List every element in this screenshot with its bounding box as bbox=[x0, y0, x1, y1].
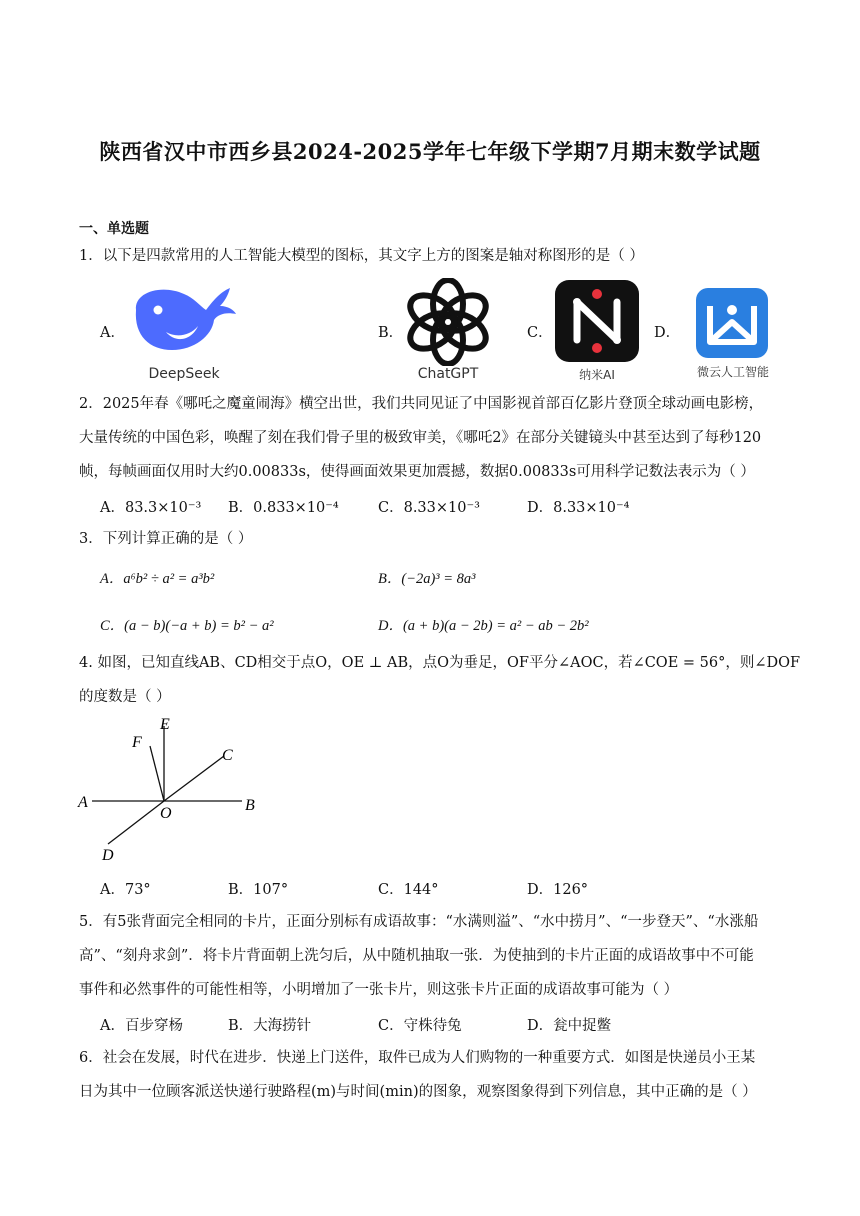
q4-option-d: D．126° bbox=[527, 882, 589, 898]
label-a: A bbox=[78, 794, 88, 811]
q3-option-d: D．(a + b)(a − 2b) = a² − ab − 2b² bbox=[378, 618, 589, 634]
page-title: 陕西省汉中市西乡县2024-2025学年七年级下学期7月期末数学试题 bbox=[99, 139, 761, 164]
q2-line-1: 2．2025年春《哪吒之魔童闹海》横空出世，我们共同见证了中国影视首部百亿影片登顶全球动画电影榜， bbox=[79, 396, 764, 412]
q5-option-d: D．瓮中捉鳖 bbox=[527, 1018, 612, 1034]
q2-line-2: 大量传统的中国色彩，唤醒了刻在我们骨子里的极致审美，《哪吒2》在部分关键镜头中甚至达到了每秒120 bbox=[79, 430, 762, 446]
q1-option-d: D． bbox=[654, 325, 681, 341]
q5-line-2: 高”、“刻舟求剑”．将卡片背面朝上洗匀后，从中随机抽取一张．为使抽到的卡片正面的成语故事中不可能 bbox=[79, 948, 754, 964]
q2-line-3: 帧，每帧画面仅用时大约0.00833s，使得画面效果更加震撼，数据0.00833s可用科学记数法表示为（ ） bbox=[79, 464, 755, 480]
label-d: D bbox=[102, 847, 114, 864]
q1-logo-label-chatgpt: ChatGPT bbox=[417, 366, 479, 382]
ray-oc bbox=[164, 756, 224, 801]
q4-option-c: C．144° bbox=[378, 882, 439, 898]
q2-option-b: B．0.833×10⁻⁴ bbox=[228, 500, 339, 516]
label-b: B bbox=[245, 797, 255, 814]
geometry-figure bbox=[70, 712, 270, 864]
q4-option-a: A．73° bbox=[100, 882, 151, 898]
q3-option-a: A．a⁶b² ÷ a² = a³b² bbox=[100, 571, 215, 587]
label-o: O bbox=[160, 805, 172, 822]
q1-option-b: B． bbox=[378, 325, 404, 341]
q5-option-c: C．守株待兔 bbox=[378, 1018, 462, 1034]
q6-line-1: 6．社会在发展，时代在进步．快递上门送件，取件已成为人们购物的一种重要方式．如图是快递员小王某 bbox=[79, 1050, 756, 1066]
label-c: C bbox=[222, 747, 233, 764]
q5-option-a: A．百步穿杨 bbox=[100, 1018, 183, 1034]
q4-line-1: 4. 如图，已知直线AB、CD相交于点O，OE ⊥ AB，点O为垂足，OF平分∠AOC，若∠COE = 56°，则∠DOF bbox=[79, 655, 801, 671]
q1-logo-label-weiyun: 微云人工智能 bbox=[696, 365, 769, 379]
chatgpt-knot-icon bbox=[402, 278, 494, 366]
ray-od bbox=[108, 801, 164, 844]
label-e: E bbox=[160, 716, 170, 733]
q6-line-2: 日为其中一位顾客派送快递行驶路程(m)与时间(min)的图象，观察图象得到下列信息，其中正确的是（ ） bbox=[79, 1084, 757, 1100]
label-f: F bbox=[132, 734, 142, 751]
q1-option-c: C． bbox=[527, 325, 553, 341]
nami-ai-icon bbox=[555, 280, 639, 362]
q4-line-2: 的度数是（ ） bbox=[79, 689, 171, 705]
q2-option-c: C．8.33×10⁻³ bbox=[378, 500, 480, 516]
q3-stem: 3．下列计算正确的是（ ） bbox=[79, 531, 253, 547]
q1-logo-label-deepseek: DeepSeek bbox=[148, 366, 220, 382]
section-heading: 一、单选题 bbox=[79, 221, 149, 237]
q2-option-d: D．8.33×10⁻⁴ bbox=[527, 500, 630, 516]
q1-option-a: A． bbox=[100, 325, 125, 341]
q3-option-b: B．(−2a)³ = 8a³ bbox=[378, 571, 476, 587]
ray-of bbox=[150, 746, 164, 801]
weiyun-icon bbox=[696, 288, 768, 358]
q4-option-b: B．107° bbox=[228, 882, 289, 898]
q5-option-b: B．大海捞针 bbox=[228, 1018, 312, 1034]
q5-line-3: 事件和必然事件的可能性相等，小明增加了一张卡片，则这张卡片正面的成语故事可能为（ ） bbox=[79, 982, 679, 998]
q1-stem: 1．以下是四款常用的人工智能大模型的图标，其文字上方的图案是轴对称图形的是（ ） bbox=[79, 248, 644, 264]
deepseek-whale-icon bbox=[128, 280, 240, 360]
q5-line-1: 5．有5张背面完全相同的卡片，正面分别标有成语故事：“水满则溢”、“水中捞月”、“一步登天”、“水涨船 bbox=[79, 914, 759, 930]
q1-logo-label-nami: 纳米AI bbox=[579, 368, 615, 382]
q2-option-a: A．83.3×10⁻³ bbox=[100, 500, 202, 516]
q3-option-c: C．(a − b)(−a + b) = b² − a² bbox=[100, 618, 274, 634]
